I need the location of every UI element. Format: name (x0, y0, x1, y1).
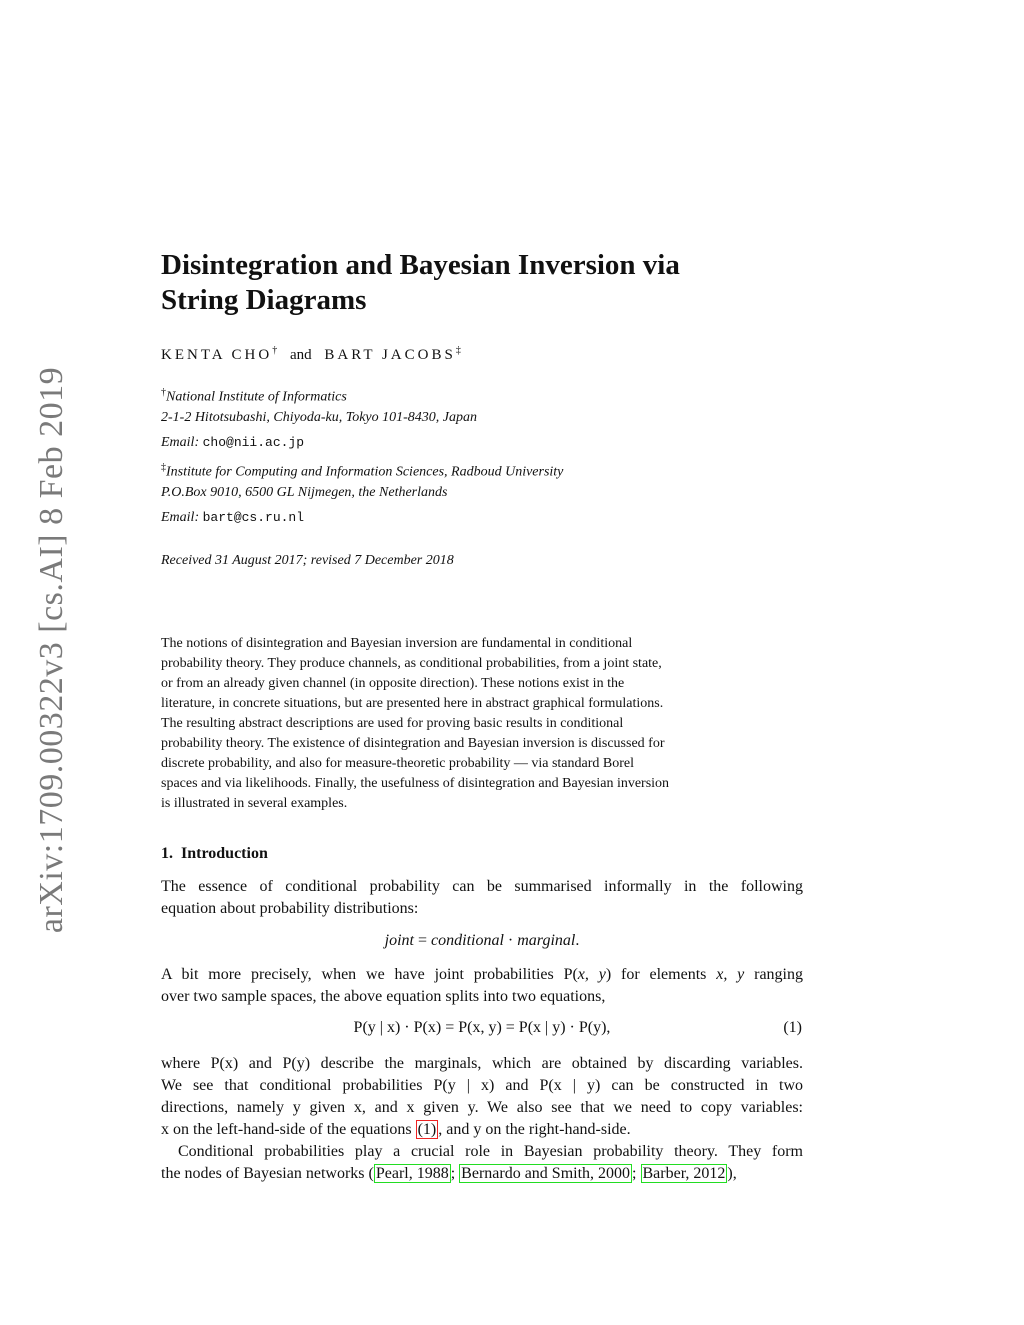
arxiv-identifier: arXiv:1709.00322v3 [cs.AI] 8 Feb 2019 (33, 366, 70, 934)
author-2: BART JACOBS (324, 347, 456, 363)
affiliation-2-mark: ‡ (161, 462, 166, 473)
equation-ref-link[interactable]: (1) (417, 1121, 437, 1138)
body-line: Conditional probabilities play a crucial role in Bayesian probability theory. They form (178, 1143, 803, 1160)
intro-paragraph-2 (161, 964, 803, 1008)
text-run: ranging (754, 966, 803, 983)
abstract-line: probability theory. They produce channels, as conditional probabilities, from a joint state, (161, 656, 662, 671)
equation-1-number: (1) (783, 1019, 802, 1036)
body-line: directions, namely y given x, and x given y. We also see that we need to copy variables: (161, 1099, 803, 1116)
equation-1: P(y | x) · P(x) = P(x, y) = P(x | y) · P(y), (353, 1019, 611, 1036)
equation-joint-conditional-marginal (161, 932, 803, 950)
affiliation-2-name (161, 455, 801, 480)
section-heading (161, 845, 268, 863)
body-line (161, 964, 803, 986)
affiliation-2-email-line (161, 505, 801, 530)
body-line: equation about probability distributions: (161, 900, 419, 917)
author-2-email-link[interactable]: bart@cs.ru.nl (202, 510, 305, 525)
affiliation-1-mark: † (161, 387, 166, 398)
author-list (161, 345, 461, 364)
affiliation-1-address: 2-1-2 Hitotsubashi, Chiyoda-ku, Tokyo 101-8430, Japan (161, 410, 478, 425)
eq-conditional: conditional (431, 932, 504, 949)
abstract-line: The notions of disintegration and Bayesian inversion are fundamental in conditional (161, 636, 633, 651)
eq-joint: joint (384, 932, 414, 949)
body-line: The essence of conditional probability can be summarised informally in the following (161, 878, 803, 895)
intro-paragraph-3 (161, 1053, 803, 1141)
abstract-line: The resulting abstract descriptions are used for proving basic results in conditional (161, 716, 624, 731)
math-run: x, y (577, 966, 606, 983)
citation-link[interactable]: Barber, 2012 (642, 1165, 726, 1182)
intro-paragraph-1 (161, 876, 803, 920)
author-1-mark: † (272, 345, 278, 356)
body-line: We see that conditional probabilities P(y | x) and P(x | y) can be constructed in two (161, 1077, 803, 1094)
text-run: , and y on the right-hand-side. (438, 1121, 631, 1138)
text-run: the nodes of Bayesian networks ( (161, 1165, 374, 1182)
text-run: ) for elements (605, 966, 707, 983)
abstract-line: spaces and via likelihoods. Finally, the usefulness of disintegration and Bayesian inversion (161, 776, 670, 791)
eq-equals: = (418, 932, 428, 949)
text-run: ; (632, 1165, 637, 1182)
affiliation-1-text: National Institute of Informatics (166, 389, 347, 405)
affiliation-1-email-line (161, 430, 801, 455)
email-label: Email: (161, 435, 200, 450)
abstract-line: discrete probability, and also for measure-theoretic probability — via standard Borel (161, 756, 634, 771)
body-line (161, 1163, 803, 1185)
paper-title (161, 248, 861, 318)
abstract-line: probability theory. The existence of disintegration and Bayesian inversion is discussed for (161, 736, 665, 751)
affiliation-2-address: P.O.Box 9010, 6500 GL Nijmegen, the Netherlands (161, 485, 448, 500)
citation-link[interactable]: Pearl, 1988 (375, 1165, 449, 1182)
title-line-2: String Diagrams (161, 284, 367, 316)
abstract-line: literature, in concrete situations, but are presented here in abstract graphical formulations. (161, 696, 664, 711)
citation-link[interactable]: Bernardo and Smith, 2000 (461, 1165, 631, 1182)
text-run: x on the left-hand-side of the equations (161, 1121, 412, 1138)
author-conjunction: and (289, 347, 312, 363)
submission-dates: Received 31 August 2017; revised 7 December 2018 (161, 553, 454, 568)
eq-period: . (575, 932, 580, 949)
body-line (161, 1119, 803, 1141)
eq-marginal: marginal (517, 932, 576, 949)
email-label: Email: (161, 510, 200, 525)
abstract-line: or from an already given channel (in opposite direction). These notions exist in the (161, 676, 625, 691)
text-run: A bit more precisely, when we have joint probabilities P( (161, 966, 578, 983)
body-line: where P(x) and P(y) describe the marginals, which are obtained by discarding variables. (161, 1055, 803, 1072)
affiliations (161, 380, 801, 530)
text-run: ), (727, 1165, 737, 1182)
math-run: x, y (716, 966, 745, 983)
affiliation-2-text: Institute for Computing and Information Sciences, Radboud University (166, 464, 564, 480)
affiliation-1-name (161, 380, 801, 405)
author-1: KENTA CHO (161, 347, 273, 363)
title-line-1: Disintegration and Bayesian Inversion via (161, 249, 680, 281)
section-title: Introduction (181, 845, 268, 862)
section-number: 1. (161, 845, 173, 862)
intro-paragraph-4 (161, 1141, 803, 1185)
eq-dot: · (507, 932, 514, 949)
text-run: ; (450, 1165, 456, 1182)
author-1-email-link[interactable]: cho@nii.ac.jp (202, 435, 305, 450)
abstract-line: is illustrated in several examples. (161, 796, 348, 811)
body-line: over two sample spaces, the above equation splits into two equations, (161, 988, 606, 1005)
author-2-mark: ‡ (455, 345, 461, 356)
abstract (161, 634, 781, 814)
